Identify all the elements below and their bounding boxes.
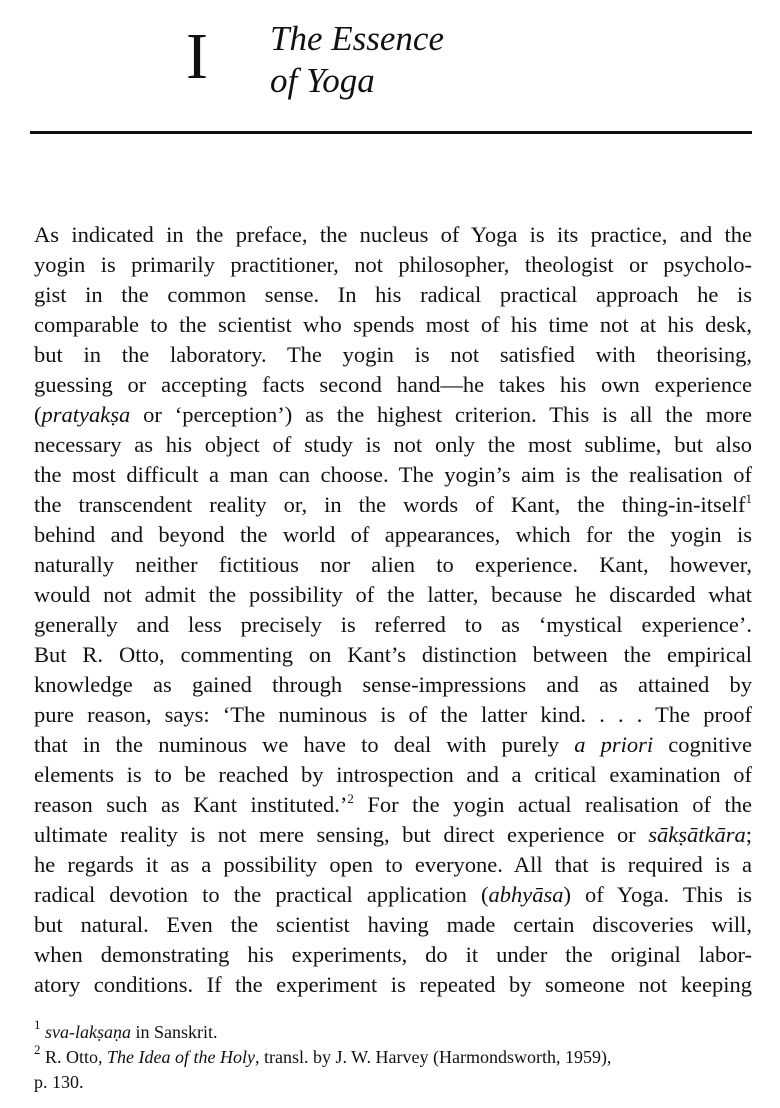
footnotes xyxy=(34,1017,752,1095)
text-run: , transl. by J. W. Harvey (Harmondsworth, 1959), xyxy=(254,1047,612,1067)
italic-term: sākṣātkāra xyxy=(648,822,746,847)
body-line xyxy=(34,820,752,850)
text-run: that in the numinous we have to deal with purely xyxy=(34,732,575,757)
text-run: would not admit the possibility of the latter, because he discarded what xyxy=(34,582,752,607)
body-line xyxy=(34,700,752,730)
footnote-marker: 2 xyxy=(34,1042,41,1057)
body-line xyxy=(34,760,752,790)
body-line xyxy=(34,850,752,880)
text-run: naturally neither fictitious nor alien to experience. Kant, however, xyxy=(34,552,752,577)
text-run: guessing or accepting facts second hand—he takes his own experience xyxy=(34,372,752,397)
body-line xyxy=(34,880,752,910)
text-run: when demonstrating his experiments, do it under the original labor- xyxy=(34,942,752,967)
text-run: he regards it as a possibility open to everyone. All that is required is a xyxy=(34,852,752,877)
body-line xyxy=(34,940,752,970)
text-run: ( xyxy=(34,402,42,427)
chapter-title xyxy=(270,18,444,102)
body-line xyxy=(34,910,752,940)
body-line xyxy=(34,370,752,400)
body-line xyxy=(34,550,752,580)
text-run: reason such as Kant instituted.’ xyxy=(34,792,348,817)
footnote xyxy=(34,1042,752,1070)
footnote-marker: 1 xyxy=(745,491,752,506)
body-line xyxy=(34,520,752,550)
text-run: behind and beyond the world of appearances, which for the yogin is xyxy=(34,522,752,547)
italic-term: a priori xyxy=(574,732,654,757)
body-line xyxy=(34,640,752,670)
text-run: But R. Otto, commenting on Kant’s distinction between the empirical xyxy=(34,642,752,667)
footnote xyxy=(34,1070,752,1095)
italic-term: sva-lakṣaṇa xyxy=(45,1022,131,1042)
text-run: the most difficult a man can choose. The yogin’s aim is the realisation of xyxy=(34,462,752,487)
text-run: but natural. Even the scientist having made certain discoveries will, xyxy=(34,912,752,937)
text-run: atory conditions. If the experiment is repeated by someone not keeping xyxy=(34,972,752,997)
text-run: the transcendent reality or, in the words of Kant, the thing-in-itself xyxy=(34,492,746,517)
text-run: ) of Yoga. This is xyxy=(563,882,752,907)
text-run: in Sanskrit. xyxy=(130,1022,218,1042)
body-line xyxy=(34,220,752,250)
body-text xyxy=(34,220,752,1000)
body-line xyxy=(34,460,752,490)
body-line xyxy=(34,340,752,370)
text-run: elements is to be reached by introspection and a critical examination of xyxy=(34,762,752,787)
body-line xyxy=(34,430,752,460)
chapter-number: I xyxy=(186,20,208,93)
italic-term: The Idea of the Holy xyxy=(107,1047,255,1067)
text-run: yogin is primarily practitioner, not philosopher, theologist or psycholo- xyxy=(34,252,752,277)
italic-term: abhyāsa xyxy=(488,882,564,907)
footnote-marker: 1 xyxy=(34,1017,41,1032)
text-run: p. 130. xyxy=(34,1072,84,1092)
text-run: As indicated in the preface, the nucleus of Yoga is its practice, and the xyxy=(34,222,752,247)
chapter-title-line: of Yoga xyxy=(270,61,375,100)
text-run: comparable to the scientist who spends most of his time not at his desk, xyxy=(34,312,752,337)
body-line xyxy=(34,670,752,700)
text-run: cognitive xyxy=(653,732,753,757)
heading-rule xyxy=(30,131,752,134)
text-run: but in the laboratory. The yogin is not satisfied with theorising, xyxy=(34,342,752,367)
body-line xyxy=(34,730,752,760)
text-run: gist in the common sense. In his radical practical approach he is xyxy=(34,282,752,307)
body-line xyxy=(34,490,752,520)
text-run: ; xyxy=(745,822,752,847)
text-run: or ‘perception’) as the highest criterion. This is all the more xyxy=(130,402,752,427)
body-line xyxy=(34,250,752,280)
text-run: For the yogin actual realisation of the xyxy=(353,792,752,817)
footnote xyxy=(34,1017,752,1045)
text-run: R. Otto, xyxy=(40,1047,108,1067)
text-run: generally and less precisely is referred to as ‘mystical experience’. xyxy=(34,612,752,637)
body-line xyxy=(34,400,752,430)
text-run: pure reason, says: ‘The numinous is of the latter kind. . . . The proof xyxy=(34,702,752,727)
chapter-title-line: The Essence xyxy=(270,19,444,58)
text-run: ultimate reality is not mere sensing, but direct experience or xyxy=(34,822,649,847)
italic-term: pratyakṣa xyxy=(41,402,131,427)
body-line xyxy=(34,610,752,640)
text-run: necessary as his object of study is not only the most sublime, but also xyxy=(34,432,752,457)
body-line xyxy=(34,280,752,310)
body-line xyxy=(34,580,752,610)
body-line xyxy=(34,790,752,820)
footnote-marker: 2 xyxy=(347,791,354,806)
text-run: knowledge as gained through sense-impressions and as attained by xyxy=(34,672,752,697)
text-run: radical devotion to the practical application ( xyxy=(34,882,489,907)
body-line xyxy=(34,310,752,340)
body-line xyxy=(34,970,752,1000)
